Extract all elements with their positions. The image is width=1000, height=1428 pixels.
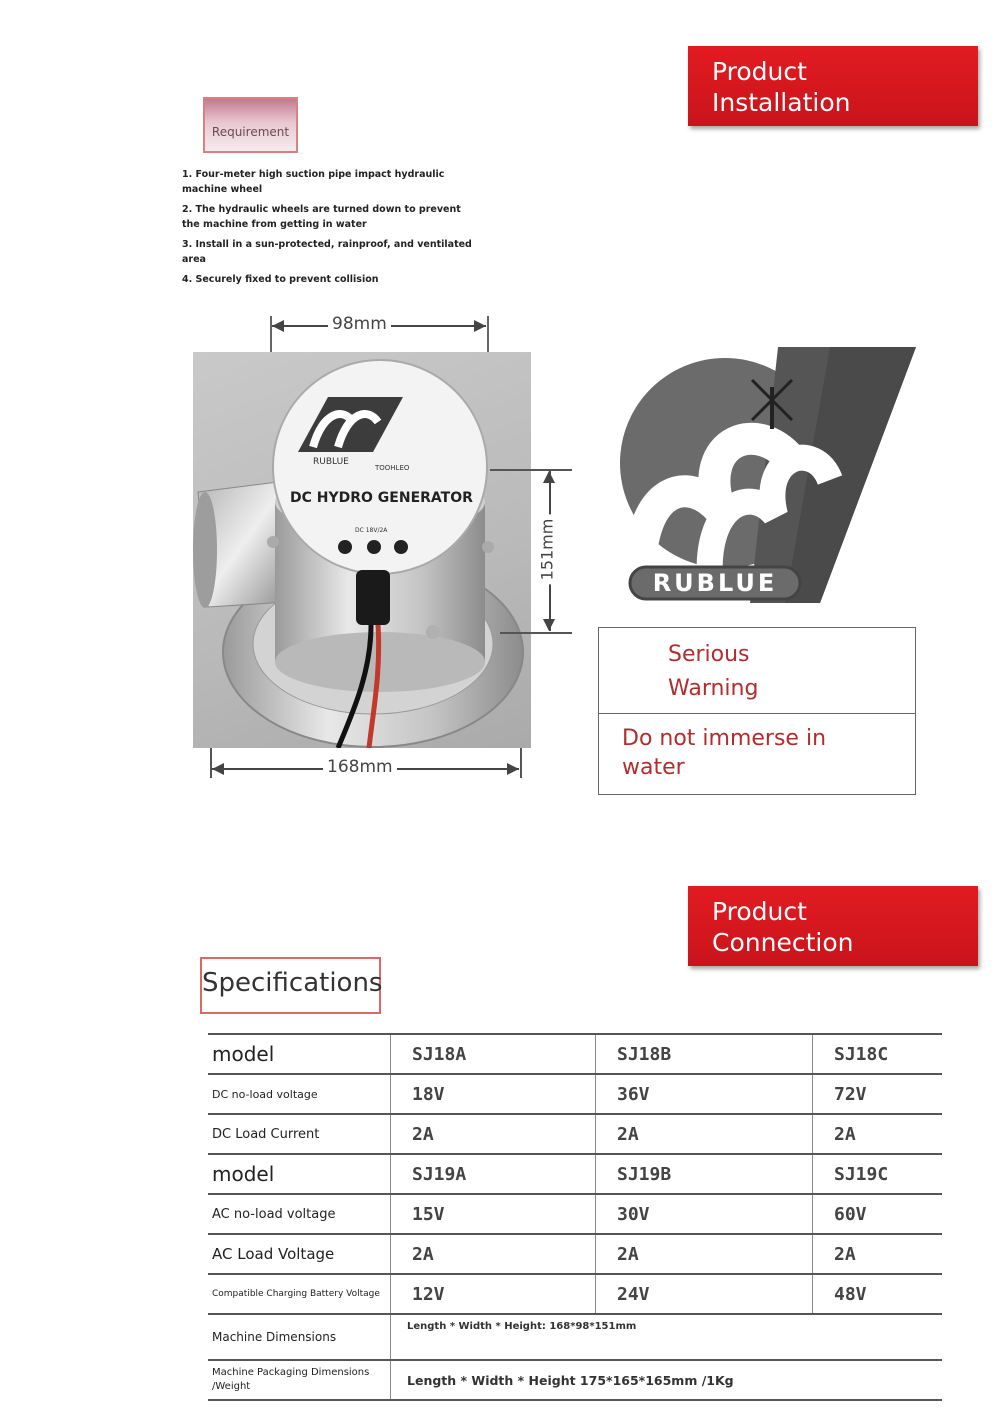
table-row	[208, 1360, 942, 1400]
cell-value: 15V	[391, 1194, 596, 1234]
hydro-generator-illustration	[193, 352, 531, 748]
cell-value: SJ19B	[596, 1154, 813, 1194]
cell-span-value: Length * Width * Height: 168*98*151mm	[391, 1314, 943, 1360]
table-row	[208, 1274, 942, 1314]
cell-value: 72V	[813, 1074, 943, 1114]
row-label: Machine Packaging Dimensions /Weight	[208, 1360, 391, 1400]
dimension-width-bottom: 168mm	[323, 757, 397, 777]
cell-span-value: Length * Width * Height 175*165*165mm /1Kg	[391, 1360, 943, 1400]
arrow-down-icon	[543, 619, 555, 631]
rublue-logo-graphic	[600, 345, 920, 610]
cell-value: SJ18A	[391, 1034, 596, 1074]
warning-message: Do not immerse in water	[622, 726, 827, 780]
dimension-tick-right-bottom	[520, 748, 522, 778]
cell-value: SJ19A	[391, 1154, 596, 1194]
warning-title	[668, 638, 758, 706]
product-photo	[193, 352, 531, 748]
arrow-right-icon	[474, 320, 486, 332]
cell-value: SJ19C	[813, 1154, 943, 1194]
rublue-logo	[600, 345, 920, 610]
banner-line-1: Product	[712, 57, 807, 86]
dimension-tick-bottom	[500, 632, 572, 634]
warning-title-area	[599, 628, 915, 714]
requirement-item: 1. Four-meter high suction pipe impact hydraulic machine wheel	[182, 169, 445, 195]
table-row	[208, 1234, 942, 1274]
row-label: DC no-load voltage	[208, 1074, 391, 1114]
cell-value: 60V	[813, 1194, 943, 1234]
specifications-title: Specifications	[200, 957, 381, 1014]
cell-value: 2A	[813, 1234, 943, 1274]
row-label: Machine Dimensions	[208, 1314, 391, 1360]
row-label: Compatible Charging Battery Voltage	[208, 1274, 391, 1314]
logo-text: RUBLUE	[652, 569, 778, 597]
photo-small-text: TOOHLEO	[375, 464, 410, 472]
table-row	[208, 1034, 942, 1074]
cell-value: 2A	[391, 1114, 596, 1154]
cell-value: 18V	[391, 1074, 596, 1114]
row-label: AC Load Voltage	[208, 1234, 391, 1274]
dimension-width-top: 98mm	[328, 314, 391, 334]
cell-value: SJ18B	[596, 1034, 813, 1074]
row-label: AC no-load voltage	[208, 1194, 391, 1234]
requirement-list	[182, 167, 472, 292]
photo-title: DC HYDRO GENERATOR	[290, 490, 473, 506]
row-label: model	[208, 1034, 391, 1074]
requirement-item: 2. The hydraulic wheels are turned down to prevent the machine from getting in water	[182, 204, 461, 230]
arrow-up-icon	[543, 471, 555, 483]
dimension-height-side: 151mm	[537, 515, 556, 585]
requirement-badge-label: Requirement	[211, 125, 290, 139]
cell-value: 36V	[596, 1074, 813, 1114]
cell-value: 2A	[391, 1234, 596, 1274]
row-label: model	[208, 1154, 391, 1194]
warning-box	[598, 627, 916, 795]
banner-line-2: Installation	[712, 88, 851, 117]
product-connection-banner	[688, 886, 978, 966]
cell-value: 2A	[596, 1114, 813, 1154]
photo-rating: DC 18V/2A	[355, 527, 388, 534]
warning-title-line-2: Warning	[668, 676, 759, 701]
arrow-left-icon	[272, 320, 284, 332]
arrow-left-icon	[212, 763, 224, 775]
cell-value: 48V	[813, 1274, 943, 1314]
photo-brand: RUBLUE	[313, 457, 349, 467]
cell-value: 2A	[813, 1114, 943, 1154]
dimension-tick-top	[490, 469, 572, 471]
cell-value: SJ18C	[813, 1034, 943, 1074]
requirement-item: 3. Install in a sun-protected, rainproof, and ventilated area	[182, 239, 472, 265]
table-row	[208, 1154, 942, 1194]
table-row	[208, 1314, 942, 1360]
warning-title-line-1: Serious	[668, 642, 750, 667]
table-row	[208, 1074, 942, 1114]
cell-value: 24V	[596, 1274, 813, 1314]
banner-line-1: Product	[712, 897, 807, 926]
specifications-table	[208, 1033, 942, 1401]
requirement-badge	[203, 97, 298, 153]
row-label: DC Load Current	[208, 1114, 391, 1154]
table-row	[208, 1114, 942, 1154]
table-row	[208, 1194, 942, 1234]
requirement-item: 4. Securely fixed to prevent collision	[182, 274, 379, 285]
banner-line-2: Connection	[712, 928, 854, 957]
product-installation-banner	[688, 46, 978, 126]
cell-value: 2A	[596, 1234, 813, 1274]
cell-value: 30V	[596, 1194, 813, 1234]
cell-value: 12V	[391, 1274, 596, 1314]
arrow-right-icon	[507, 763, 519, 775]
